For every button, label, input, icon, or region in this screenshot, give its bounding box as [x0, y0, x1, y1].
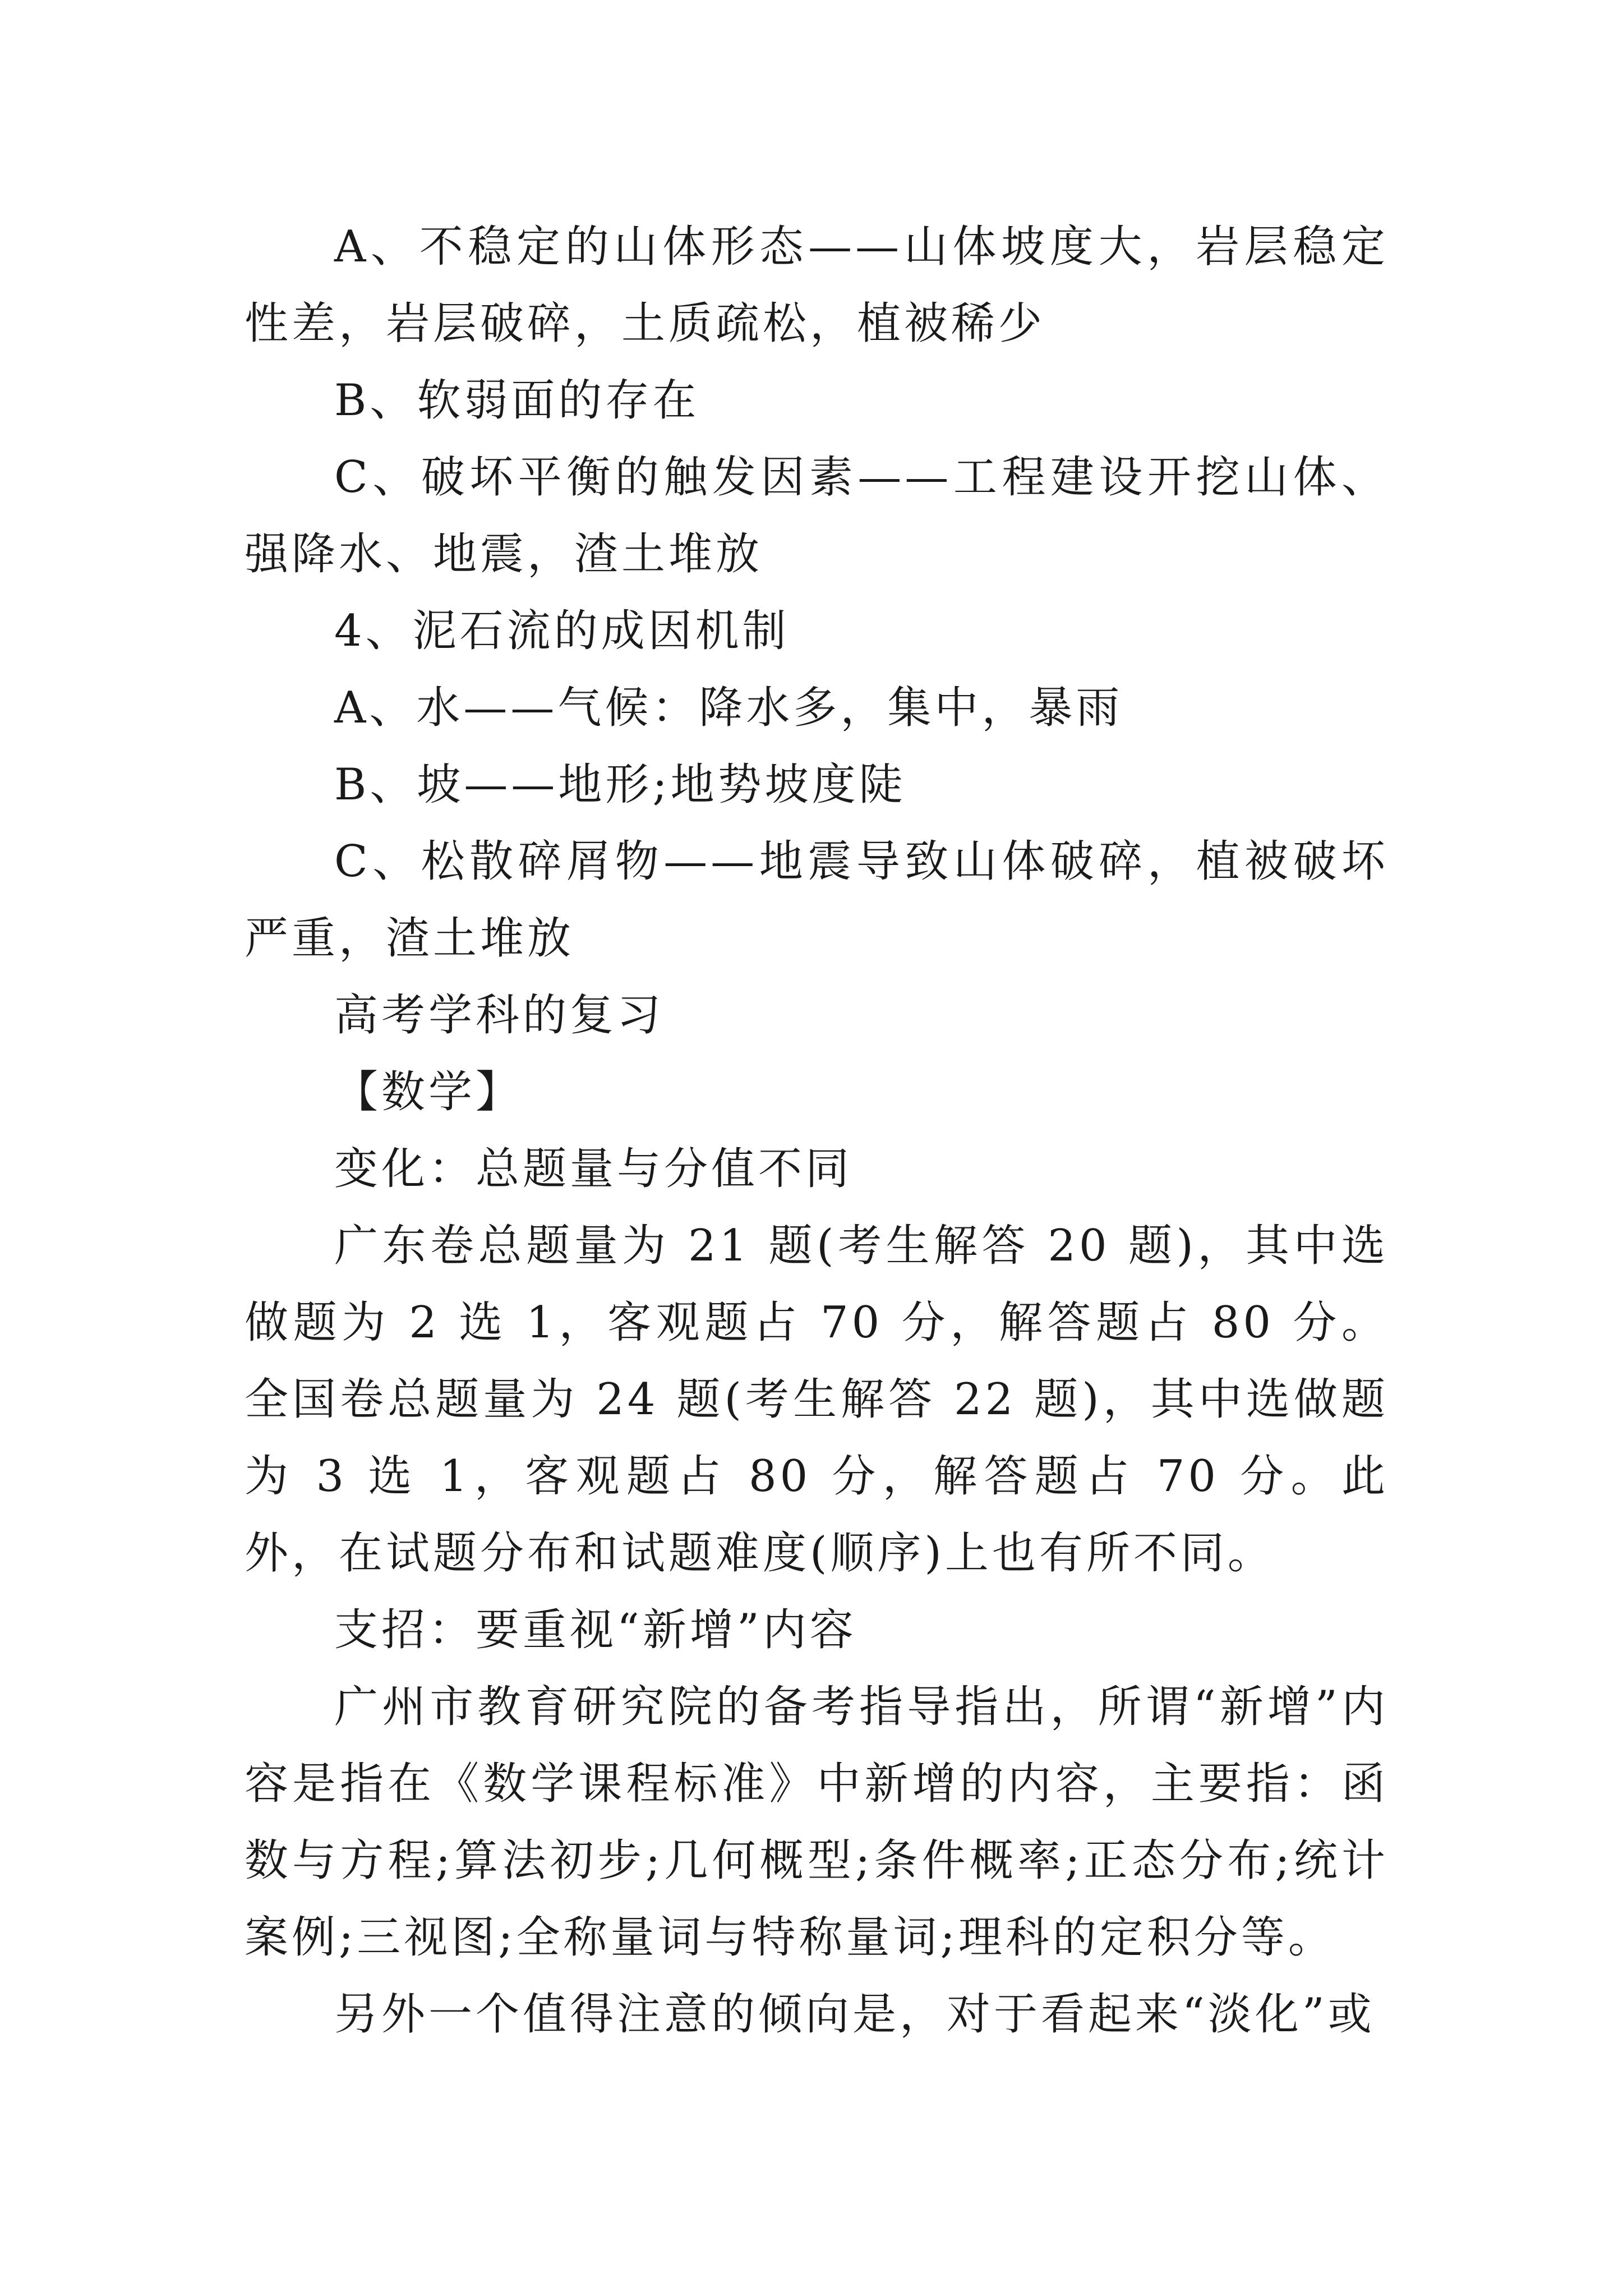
paragraph-weak-surface: B、软弱面的存在: [334, 375, 700, 426]
paragraph-unstable-slope: A、不稳定的山体形态——山体坡度大，岩层稳定性差，岩层破碎，土质疏松，植被稀少: [245, 222, 1389, 349]
paragraph-water-climate: A、水——气候：降水多，集中，暴雨: [334, 683, 1123, 733]
paragraph-trigger-factors: C、破坏平衡的触发因素——工程建设开挖山体、强降水、地震，渣土堆放: [245, 452, 1389, 579]
paragraph-loose-debris: C、松散碎屑物——地震导致山体破碎，植被破坏严重，渣土堆放: [245, 836, 1389, 964]
document-body: [245, 209, 1389, 2053]
paragraph-exam-review-heading: 高考学科的复习: [334, 990, 665, 1041]
paragraph-slope-terrain: B、坡——地形;地势坡度陡: [334, 760, 906, 810]
paragraph-math-heading: 【数学】: [334, 1067, 523, 1117]
paragraph-change-heading: 变化：总题量与分值不同: [334, 1144, 853, 1194]
paragraph-debris-flow-heading: 4、泥石流的成因机制: [334, 606, 790, 656]
paragraph-trend: 另外一个值得注意的倾向是，对于看起来“淡化”或: [334, 1989, 1375, 2040]
paragraph-exam-structure: 广东卷总题量为 21 题(考生解答 20 题)，其中选做题为 2 选 1，客观题占 70 分，解答题占 80 分。全国卷总题量为 24 题(考生解答 22 题)，其中选做题为 3 选 1，客观题占 80 分，解答题占 70 分。此外，在试题分布和试题难度(顺序)上也有所不同。: [245, 1221, 1389, 1579]
paragraph-tip-heading: 支招：要重视“新增”内容: [334, 1605, 857, 1655]
paragraph-new-content: 广州市教育研究院的备考指导指出，所谓“新增”内容是指在《数学课程标准》中新增的内容，主要指：函数与方程;算法初步;几何概型;条件概率;正态分布;统计案例;三视图;全称量词与特称量词;理科的定积分等。: [245, 1682, 1389, 1963]
